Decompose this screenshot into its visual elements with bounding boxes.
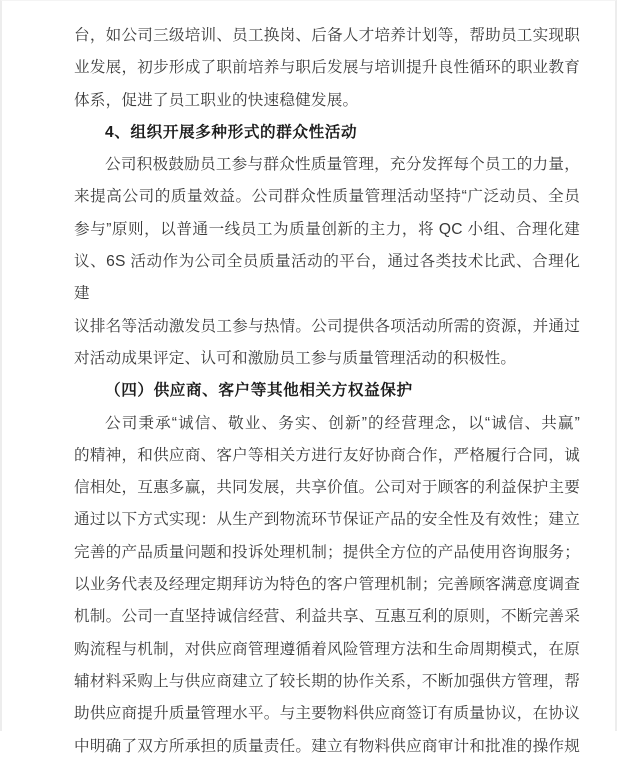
paragraph xyxy=(74,20,580,117)
paragraph-line: 议排名等活动激发员工参与热情。公司提供各项活动所需的资源，并通过 xyxy=(74,317,580,335)
paragraph-line: 以业务代表及经理定期拜访为特色的客户管理机制；完善顾客满意度调查 xyxy=(74,576,580,594)
section-heading xyxy=(74,375,580,407)
paragraph-line: 公司秉承“诚信、敬业、务实、创新”的经营理念，以“诚信、共赢” xyxy=(105,414,580,432)
paragraph-line: 公司积极鼓励员工参与群众性质量管理，充分发挥每个员工的力量， xyxy=(105,156,580,174)
paragraph xyxy=(74,149,580,375)
document-body xyxy=(2,1,615,755)
paragraph-line: 台，如公司三级培训、员工换岗、后备人才培养计划等，帮助员工实现职 xyxy=(74,27,580,44)
paragraph-line: 中明确了双方所承担的质量责任。建立有物料供应商审计和批准的操作规 xyxy=(74,737,580,755)
paragraph-line: 对活动成果评定、认可和激励员工参与质量管理活动的积极性。 xyxy=(74,349,517,367)
paragraph-line: 助供应商提升质量管理水平。与主要物料供应商签订有质量协议，在协议 xyxy=(74,705,580,723)
paragraph-line: 通过以下方式实现：从生产到物流环节保证产品的安全性及有效性；建立 xyxy=(74,511,580,529)
section-heading xyxy=(74,117,580,149)
paragraph-line: 议、6S 活动作为公司全员质量活动的平台，通过各类技术比武、合理化建 xyxy=(74,253,580,303)
paragraph-line: 的精神，和供应商、客户等相关方进行友好协商合作，严格履行合同，诚 xyxy=(74,446,580,464)
paragraph-line: 参与”原则，以普通一线员工为质量创新的主力，将 QC 小组、合理化建 xyxy=(74,220,580,238)
paragraph-line: 完善的产品质量问题和投诉处理机制；提供全方位的产品使用咨询服务； xyxy=(74,543,580,561)
paragraph-line: 机制。公司一直坚持诚信经营、利益共享、互惠互利的原则，不断完善采 xyxy=(74,608,580,626)
paragraph-line: 购流程与机制，对供应商管理遵循着风险管理方法和生命周期模式，在原 xyxy=(74,640,580,658)
paragraph-line: 来提高公司的质量效益。公司群众性质量管理活动坚持“广泛动员、全员 xyxy=(74,188,580,206)
paragraph-line: 业发展，初步形成了职前培养与职后发展与培训提升良性循环的职业教育 xyxy=(74,59,580,77)
paragraph-line: 信相处，互惠多赢，共同发展，共享价值。公司对于顾客的利益保护主要 xyxy=(74,479,580,497)
heading-text: 4、组织开展多种形式的群众性活动 xyxy=(105,123,358,141)
paragraph-line: 体系，促进了员工职业的快速稳健发展。 xyxy=(74,91,359,109)
heading-text: （四）供应商、客户等其他相关方权益保护 xyxy=(105,382,413,400)
paragraph xyxy=(74,408,580,763)
paragraph-line: 辅材料采购上与供应商建立了较长期的协作关系，不断加强供方管理，帮 xyxy=(74,672,580,690)
